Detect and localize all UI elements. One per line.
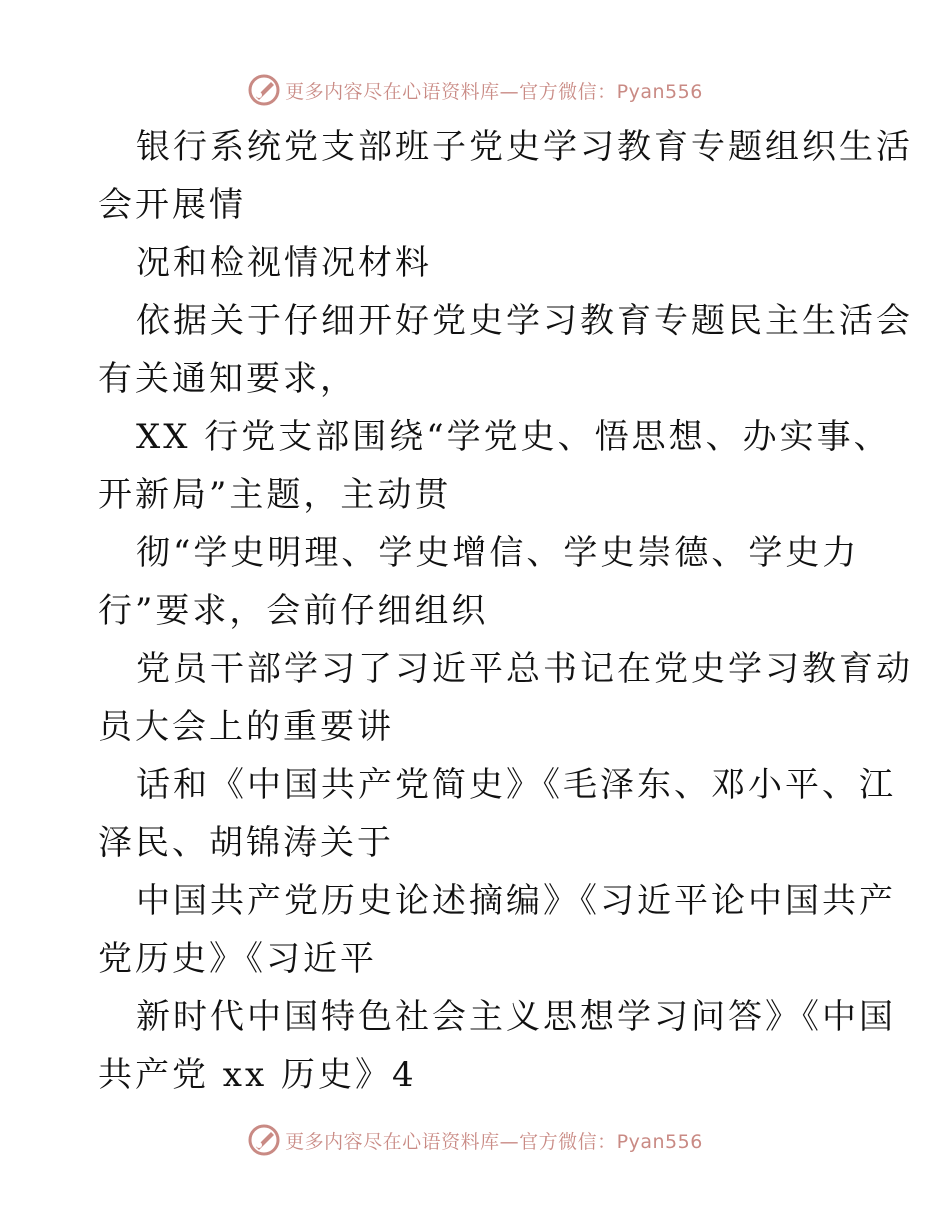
paragraph xyxy=(98,872,896,988)
paragraph xyxy=(98,988,896,1104)
text-line: 共产党 xx 历史》4 xyxy=(98,1055,417,1095)
paragraph xyxy=(98,292,913,408)
paragraph xyxy=(98,756,896,872)
text-line: 员大会上的重要讲 xyxy=(98,707,394,747)
text-line: 会开展情 xyxy=(98,185,246,225)
text-line: 况和检视情况材料 xyxy=(136,243,432,283)
footer-watermark xyxy=(0,1120,950,1160)
paragraph xyxy=(98,640,913,756)
text-line: 彻“学史明理、学史增信、学史崇德、学史力 xyxy=(136,533,860,573)
pen-logo-icon xyxy=(247,73,281,107)
text-line: 中国共产党历史论述摘编》《习近平论中国共产 xyxy=(136,881,896,921)
paragraph-title xyxy=(98,118,913,234)
text-line: 泽民、胡锦涛关于 xyxy=(98,823,394,863)
paragraph xyxy=(98,524,858,640)
text-line: 依据关于仔细开好党史学习教育专题民主生活会 xyxy=(136,301,913,341)
text-line: 党历史》《习近平 xyxy=(98,939,377,979)
text-line: 新时代中国特色社会主义思想学习问答》《中国 xyxy=(136,997,896,1037)
text-line: 话和《中国共产党简史》《毛泽东、邓小平、江 xyxy=(136,765,896,805)
document-body xyxy=(98,118,913,1104)
text-line: 银行系统党支部班子党史学习教育专题组织生活 xyxy=(136,127,913,167)
text-line: 党员干部学习了习近平总书记在党史学习教育动 xyxy=(136,649,913,689)
paragraph xyxy=(98,234,858,292)
pen-logo-icon xyxy=(247,1123,281,1157)
watermark-text: 更多内容尽在心语资料库—官方微信：Pyan556 xyxy=(285,1130,703,1153)
text-line: XX 行党支部围绕“学党史、悟思想、办实事、 xyxy=(136,417,891,457)
header-watermark xyxy=(0,70,950,110)
text-line: 开新局”主题，主动贯 xyxy=(98,475,452,515)
text-line: 行”要求，会前仔细组织 xyxy=(98,591,489,631)
paragraph xyxy=(98,408,891,524)
watermark-text: 更多内容尽在心语资料库—官方微信：Pyan556 xyxy=(285,80,703,103)
text-line: 有关通知要求， xyxy=(98,359,357,399)
